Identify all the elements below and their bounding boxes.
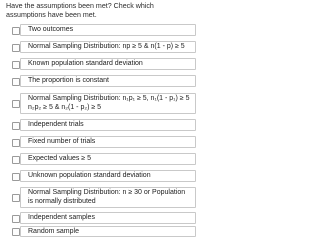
option-label: Two outcomes (28, 26, 74, 33)
checkbox-normal-sampling-n30[interactable] (12, 194, 20, 202)
option-independent-samples[interactable] (20, 212, 196, 224)
option-fixed-number-trials[interactable] (20, 136, 196, 148)
option-label: Normal Sampling Distribution: n₁p₁ ≥ 5, n₁(1 - p₁) ≥ 5 n₂p₂ ≥ 5 & n₂(1 - p₂) ≥ 5 (28, 95, 190, 111)
checkbox-independent-trials[interactable] (12, 122, 20, 130)
option-two-outcomes[interactable] (20, 24, 196, 36)
option-label: Fixed number of trials (28, 138, 96, 145)
checkbox-independent-samples[interactable] (12, 215, 20, 223)
option-label: Known population standard deviation (28, 60, 143, 67)
option-expected-values[interactable] (20, 153, 196, 165)
checkbox-random-sample[interactable] (12, 228, 20, 236)
option-random-sample[interactable] (20, 226, 196, 237)
checkbox-proportion-constant[interactable] (12, 78, 20, 86)
checkbox-known-population-sd[interactable] (12, 61, 20, 69)
checkbox-fixed-number-trials[interactable] (12, 139, 20, 147)
option-proportion-constant[interactable] (20, 75, 196, 87)
option-label: Normal Sampling Distribution: np ≥ 5 & n(1 - p) ≥ 5 (28, 43, 185, 50)
checkbox-normal-sampling-two-proportions[interactable] (12, 100, 20, 108)
option-known-population-sd[interactable] (20, 58, 196, 70)
option-normal-sampling-np[interactable] (20, 41, 196, 53)
option-label: Normal Sampling Distribution: n ≥ 30 or Population is normally distributed (28, 189, 186, 205)
checkbox-normal-sampling-np[interactable] (12, 44, 20, 52)
checkbox-unknown-population-sd[interactable] (12, 173, 20, 181)
checkbox-two-outcomes[interactable] (12, 27, 20, 35)
option-label: Expected values ≥ 5 (28, 155, 91, 162)
checkbox-expected-values[interactable] (12, 156, 20, 164)
question-text: Have the assumptions been met? Check which assumptions have been met. (6, 2, 154, 19)
option-unknown-population-sd[interactable] (20, 170, 196, 182)
option-label: Independent trials (28, 121, 84, 128)
option-label: The proportion is constant (28, 77, 109, 84)
option-label: Unknown population standard deviation (28, 172, 151, 179)
option-independent-trials[interactable] (20, 119, 196, 131)
option-normal-sampling-two-proportions[interactable] (20, 93, 196, 114)
option-normal-sampling-n30[interactable] (20, 187, 196, 208)
option-label: Random sample (28, 228, 79, 235)
option-label: Independent samples (28, 214, 95, 221)
